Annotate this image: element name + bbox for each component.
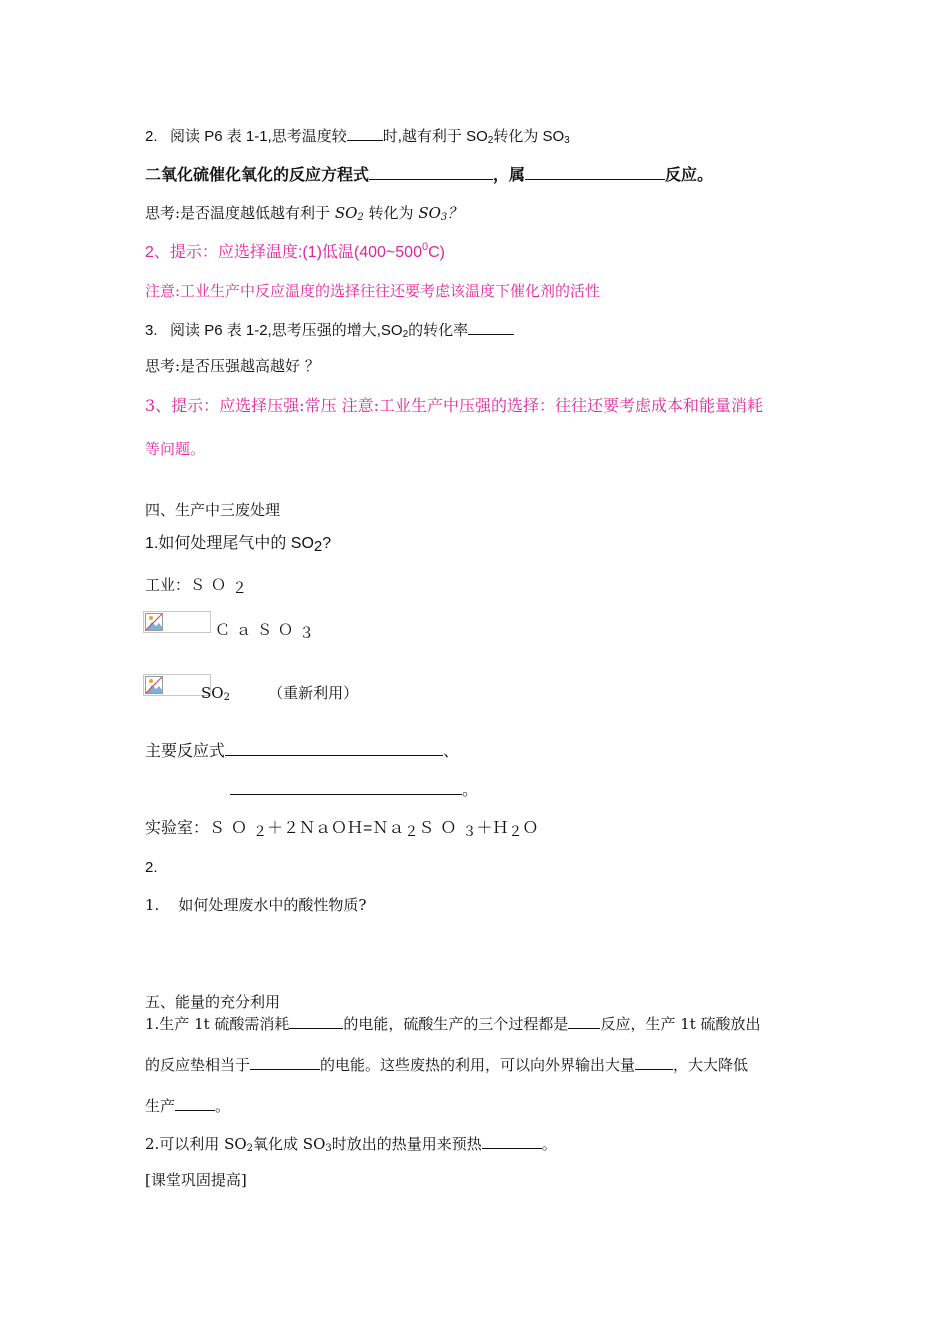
lab-method: 实验室：ＳＯ２＋２ＮａＯＨ=Ｎａ２ＳＯ３＋Ｈ２Ｏ	[145, 820, 539, 839]
consolidate-heading: [课堂巩固提高]	[145, 1171, 247, 1189]
reaction-type-blank[interactable]	[525, 165, 665, 180]
equation-blank[interactable]	[369, 165, 493, 180]
section-4-question-1: 1.如何处理尾气中的 SO2?	[145, 535, 332, 555]
answer-blank[interactable]	[289, 1014, 343, 1029]
answer-blank[interactable]	[568, 1014, 600, 1029]
reaction-equation-line: 二氧化硫催化氧化的反应方程式 ，属 反应。	[145, 167, 714, 184]
main-reaction-2: 。	[230, 780, 478, 801]
so2-reuse: $SO_2$ （重新利用）	[201, 684, 359, 703]
broken-image-icon	[143, 611, 211, 633]
think-temperature: 思考:是否温度越低越有利于 $SO_2$ 转化为 $SO_3$？	[145, 204, 463, 223]
answer-blank[interactable]	[482, 1134, 542, 1149]
note-catalyst: 注意:工业生产中反应温度的选择往往还要考虑该温度下催化剂的活性	[145, 282, 601, 300]
think-pressure: 思考:是否压强越高越好 ？	[145, 357, 320, 375]
section-5-title: 五、能量的充分利用	[145, 993, 281, 1011]
section-5-paragraph-1-line-2: 的反应垫相当于 的电能。这些废热的利用，可以向外界输出大量 ，大大降低	[145, 1056, 749, 1074]
question-2-temperature: 2. 阅读 P6 表 1-1,思考温度较 时,越有利于 $SO_2$转化为 $SO_3$	[145, 128, 570, 146]
item-number: 3.	[145, 322, 158, 339]
hint-temperature: 2、提示：应选择温度:(1)低温$(400\sim 500^0C)$	[145, 241, 445, 261]
section-4-question-2: 1. 如何处理废水中的酸性物质?	[145, 896, 367, 914]
caso3-formula: ＣａＳＯ３	[215, 621, 315, 642]
item-2: 2.	[145, 859, 158, 876]
reaction-blank-2[interactable]	[230, 780, 462, 795]
section-5-paragraph-2: 2.可以利用 $SO_2$氧化成 $SO_3$时放出的热量用来预热 。	[145, 1135, 557, 1154]
item-number: 2.	[145, 128, 158, 145]
reaction-blank-1[interactable]	[225, 741, 443, 756]
answer-blank[interactable]	[250, 1055, 320, 1070]
section-5-paragraph-1-line-3: 生产 。	[145, 1097, 231, 1115]
answer-blank[interactable]	[175, 1096, 215, 1111]
section-4-title: 四、生产中三废处理	[145, 501, 281, 519]
answer-blank[interactable]	[347, 126, 383, 141]
answer-blank[interactable]	[468, 320, 514, 335]
image-placeholder-icon	[145, 613, 163, 631]
main-reaction: 主要反应式 、	[145, 743, 460, 760]
question-3-pressure: 3. 阅读 P6 表 1-2,思考压强的增大$,SO_2$的转化率	[145, 320, 514, 341]
answer-blank[interactable]	[635, 1055, 673, 1070]
industry-method: 工业：ＳＯ２	[145, 576, 248, 597]
image-placeholder-icon	[145, 676, 163, 694]
hint-pressure: 3、提示：应选择压强:常压 注意:工业生产中压强的选择：往往还要考虑成本和能量消耗	[145, 396, 764, 415]
hint-pressure-cont: 等问题。	[145, 440, 206, 458]
section-5-paragraph-1: 1.生产 1t 硫酸需消耗 的电能，硫酸生产的三个过程都是 反应，生产 1t 硫酸放出	[145, 1015, 761, 1033]
